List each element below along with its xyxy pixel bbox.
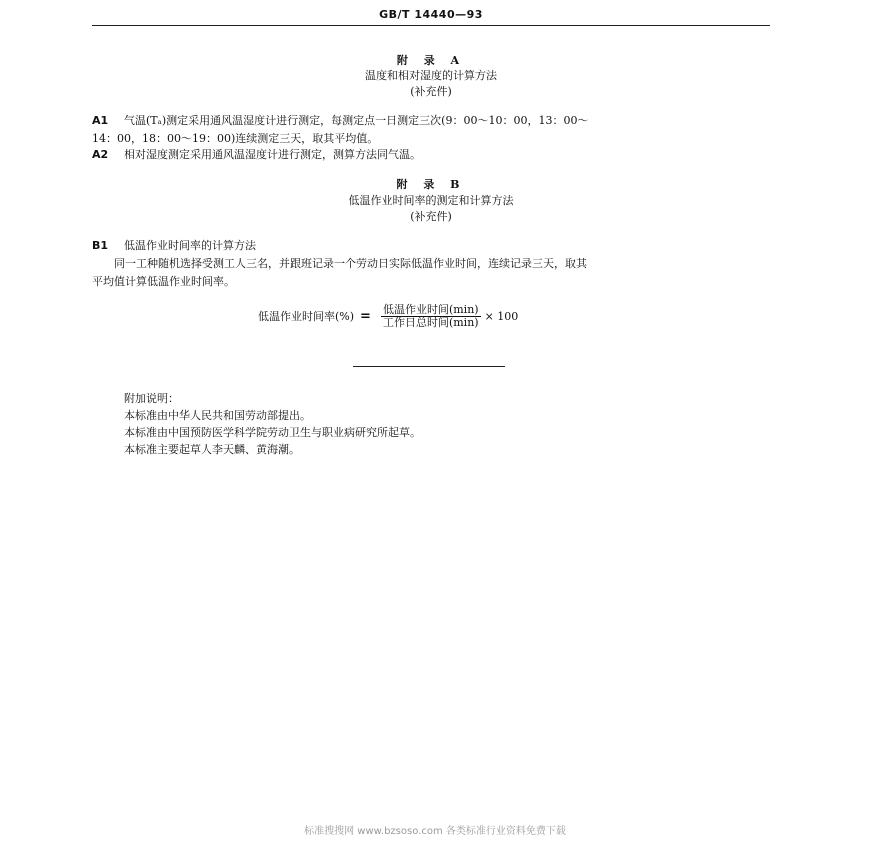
notes-line: 本标准由中华人民共和国劳动部提出。: [124, 409, 311, 422]
clause-text: 气温(Tₐ)测定采用通风温湿度计进行测定，每测定点一日测定三次(9：00～10：00，13：00～: [124, 114, 589, 127]
annex-a-title: 温度和相对湿度的计算方法: [365, 69, 497, 82]
clause-text-continued: 14：00，18：00～19：00)连续测定三天，取其平均值。: [92, 132, 379, 145]
formula-equals: =: [360, 308, 371, 324]
time-rate-formula: [258, 303, 518, 329]
additional-notes: [124, 390, 421, 458]
formula-numerator: 低温作业时间(min): [382, 302, 479, 316]
section-divider: [353, 366, 505, 367]
clause-a1: [92, 112, 770, 148]
clause-number: A2: [92, 148, 109, 161]
annex-b-subtitle: (补充件): [410, 210, 452, 223]
watermark-footer: 标准搜搜网 www.bzsoso.com 各类标准行业资料免费下载: [304, 826, 566, 837]
notes-heading: 附加说明：: [124, 392, 179, 405]
formula-lhs: 低温作业时间率(%): [258, 310, 355, 323]
standard-code-header: GB/T 14440—93: [379, 8, 483, 21]
formula-denominator: 工作日总时间(min): [382, 315, 479, 329]
formula-multiplier: × 100: [484, 309, 519, 323]
annex-a-label: 附 录 A: [396, 54, 466, 67]
notes-line: 本标准主要起草人李天麟、黄海潮。: [124, 443, 300, 456]
clause-b1: [92, 237, 770, 291]
clause-a2: [92, 146, 770, 164]
annex-b-label: 附 录 B: [396, 178, 466, 191]
clause-body: 同一工种随机选择受测工人三名，并跟班记录一个劳动日实际低温作业时间，连续记录三天，取其: [114, 257, 587, 270]
annex-b-title: 低温作业时间率的测定和计算方法: [348, 194, 514, 207]
clause-number: B1: [92, 239, 109, 252]
clause-number: A1: [92, 114, 109, 127]
header-rule: [92, 25, 770, 26]
clause-text: 相对湿度测定采用通风温湿度计进行测定，测算方法同气温。: [124, 148, 421, 161]
notes-line: 本标准由中国预防医学科学院劳动卫生与职业病研究所起草。: [124, 426, 421, 439]
annex-a-subtitle: (补充件): [410, 85, 452, 98]
clause-body-continued: 平均值计算低温作业时间率。: [92, 275, 235, 288]
formula-fraction: [381, 304, 481, 329]
clause-title: 低温作业时间率的计算方法: [124, 239, 256, 252]
